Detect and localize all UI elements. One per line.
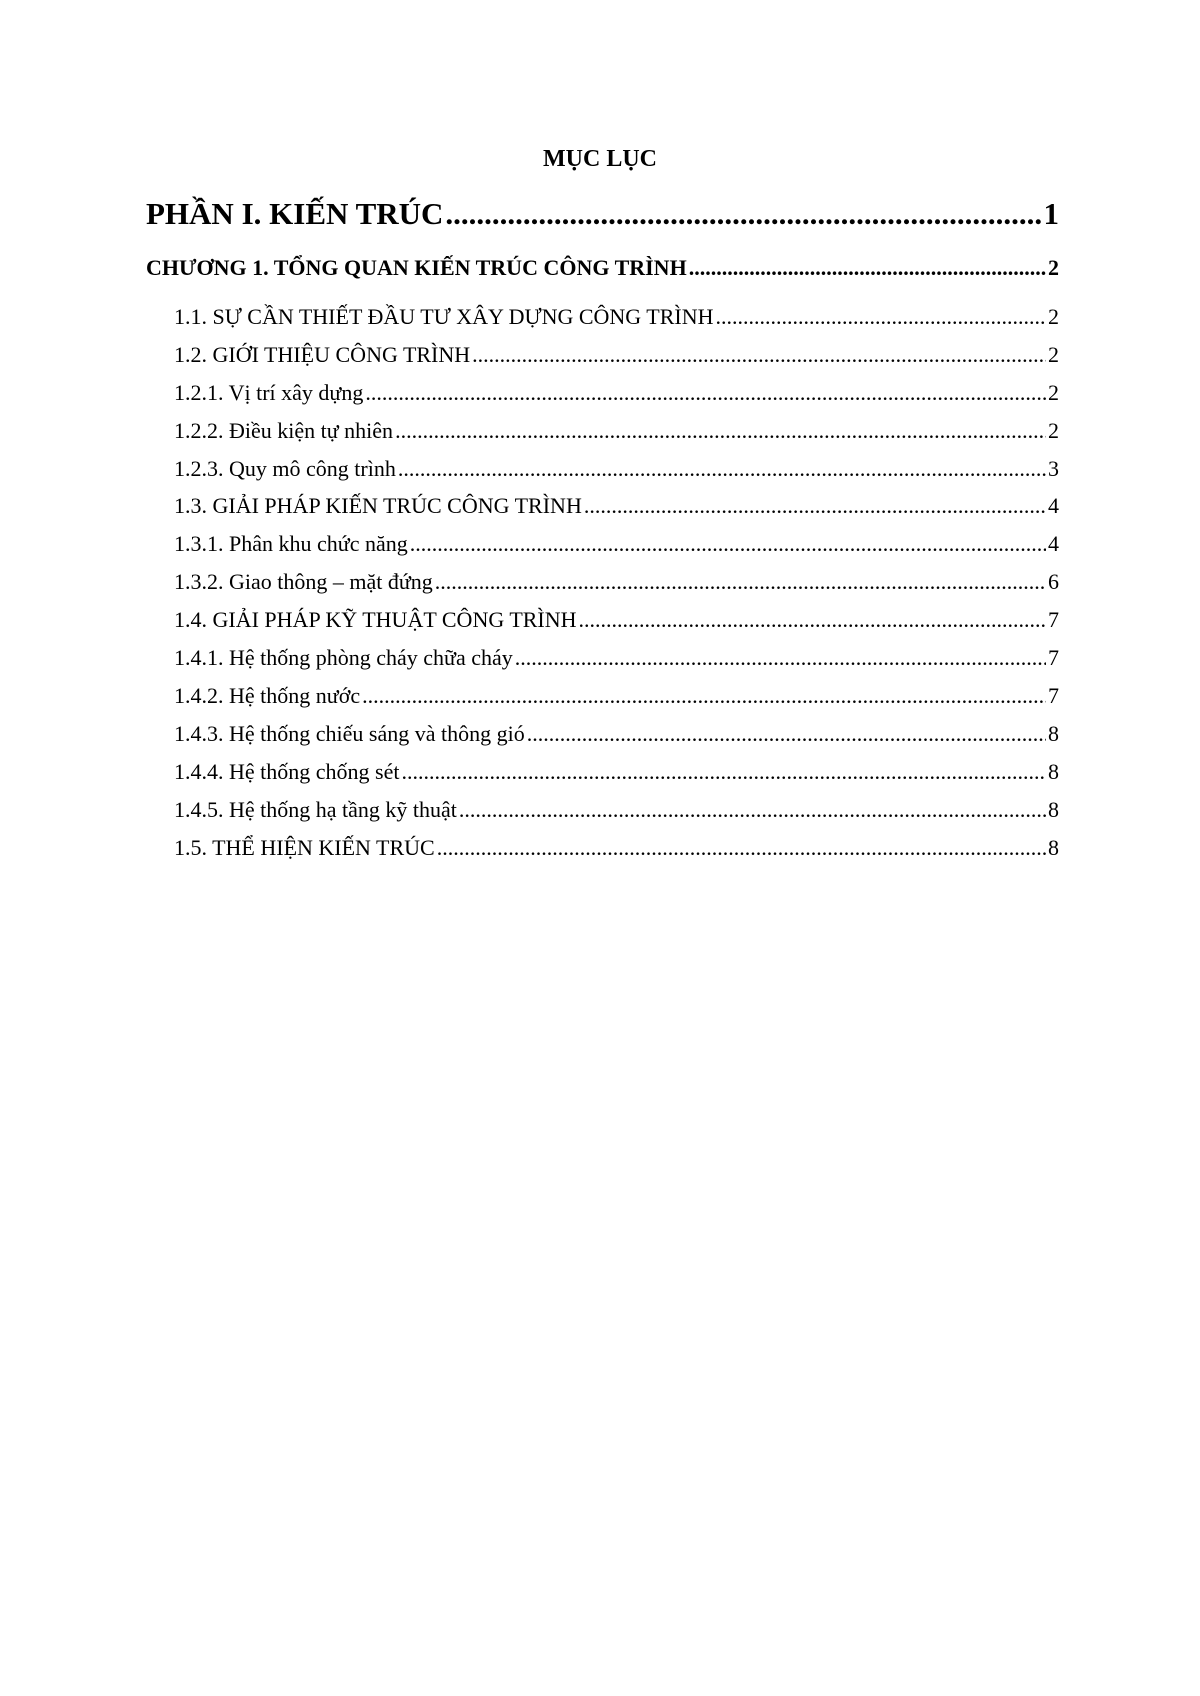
toc-leader-dots <box>459 796 1046 824</box>
toc-entry-page: 2 <box>1048 418 1059 443</box>
toc-entry-label: 1.4. GIẢI PHÁP KỸ THUẬT CÔNG TRÌNH <box>174 607 577 632</box>
toc-entry-1-2[interactable] <box>174 341 1059 369</box>
toc-entry-1-3-1[interactable] <box>174 530 1059 558</box>
toc-entry-1-4-3[interactable] <box>174 720 1059 748</box>
toc-entry-page: 4 <box>1048 493 1059 518</box>
toc-entry-1-3[interactable] <box>174 492 1059 520</box>
toc-entry-label: 1.3.1. Phân khu chức năng <box>174 531 408 556</box>
toc-entry-1-4-2[interactable] <box>174 682 1059 710</box>
toc-entry-label: PHẦN I. KIẾN TRÚC <box>146 196 444 231</box>
toc-entry-page: 2 <box>1048 380 1059 405</box>
toc-leader-dots <box>362 682 1046 710</box>
toc-entry-page: 8 <box>1048 797 1059 822</box>
toc-entry-1-4-4[interactable] <box>174 758 1059 786</box>
toc-leader-dots <box>365 379 1046 407</box>
toc-entry-page: 7 <box>1048 645 1059 670</box>
toc-entry-1-4-5[interactable] <box>174 796 1059 824</box>
toc-leader-dots <box>527 720 1046 748</box>
toc-entry-page: 4 <box>1048 531 1059 556</box>
toc-leader-dots <box>395 417 1046 445</box>
toc-entry-page: 8 <box>1048 759 1059 784</box>
toc-entry-page: 2 <box>1048 255 1059 280</box>
toc-entry-page: 2 <box>1048 304 1059 329</box>
toc-entry-1-2-2[interactable] <box>174 417 1059 445</box>
toc-entry-page: 1 <box>1043 196 1059 231</box>
toc-entry-1-3-2[interactable] <box>174 568 1059 596</box>
toc-entry-page: 8 <box>1048 835 1059 860</box>
toc-entry-label: 1.2.2. Điều kiện tự nhiên <box>174 418 394 443</box>
toc-entry-1-2-1[interactable] <box>174 379 1059 407</box>
toc-leader-dots <box>584 492 1046 520</box>
toc-entry-page: 7 <box>1048 607 1059 632</box>
toc-leader-dots <box>410 530 1046 558</box>
toc-entry-label: 1.4.4. Hệ thống chống sét <box>174 759 400 784</box>
toc-entry-label: 1.2.1. Vị trí xây dựng <box>174 380 364 405</box>
toc-entry-label: 1.4.1. Hệ thống phòng cháy chữa cháy <box>174 645 513 670</box>
toc-entry-label: CHƯƠNG 1. TỔNG QUAN KIẾN TRÚC CÔNG TRÌNH <box>146 255 687 280</box>
toc-entry-label: 1.1. SỰ CẦN THIẾT ĐẦU TƯ XÂY DỰNG CÔNG TRÌNH <box>174 304 714 329</box>
toc-entry-label: 1.4.5. Hệ thống hạ tầng kỹ thuật <box>174 797 457 822</box>
toc-entry-chapter-1[interactable] <box>146 254 1059 282</box>
toc-leader-dots <box>398 455 1046 483</box>
toc-title: MỤC LỤC <box>543 146 657 172</box>
toc-entry-label: 1.4.3. Hệ thống chiếu sáng và thông gió <box>174 721 525 746</box>
toc-entry-1-1[interactable] <box>174 303 1059 331</box>
toc-entry-1-4[interactable] <box>174 606 1059 634</box>
toc-leader-dots <box>515 644 1046 672</box>
toc-leader-dots <box>472 341 1046 369</box>
toc-leader-dots <box>435 568 1046 596</box>
toc-entry-page: 7 <box>1048 683 1059 708</box>
toc-entry-1-2-3[interactable] <box>174 455 1059 483</box>
toc-entry-page: 2 <box>1048 342 1059 367</box>
toc-entry-label: 1.2. GIỚI THIỆU CÔNG TRÌNH <box>174 342 471 367</box>
toc-leader-dots <box>716 303 1047 331</box>
toc-entry-1-4-1[interactable] <box>174 644 1059 672</box>
toc-leader-dots <box>437 834 1046 862</box>
toc-entry-label: 1.2.3. Quy mô công trình <box>174 456 396 481</box>
toc-entry-page: 8 <box>1048 721 1059 746</box>
toc-leader-dots <box>445 196 1041 232</box>
toc-entry-page: 6 <box>1048 569 1059 594</box>
toc-entry-label: 1.3. GIẢI PHÁP KIẾN TRÚC CÔNG TRÌNH <box>174 493 582 518</box>
toc-entry-1-5[interactable] <box>174 834 1059 862</box>
toc-leader-dots <box>689 254 1046 282</box>
toc-entry-page: 3 <box>1048 456 1059 481</box>
toc-entry-label: 1.3.2. Giao thông – mặt đứng <box>174 569 433 594</box>
toc-leader-dots <box>401 758 1046 786</box>
toc-entry-part-1[interactable] <box>146 196 1059 232</box>
toc-leader-dots <box>579 606 1046 634</box>
toc-entry-label: 1.5. THỂ HIỆN KIẾN TRÚC <box>174 835 435 860</box>
toc-entry-label: 1.4.2. Hệ thống nước <box>174 683 361 708</box>
